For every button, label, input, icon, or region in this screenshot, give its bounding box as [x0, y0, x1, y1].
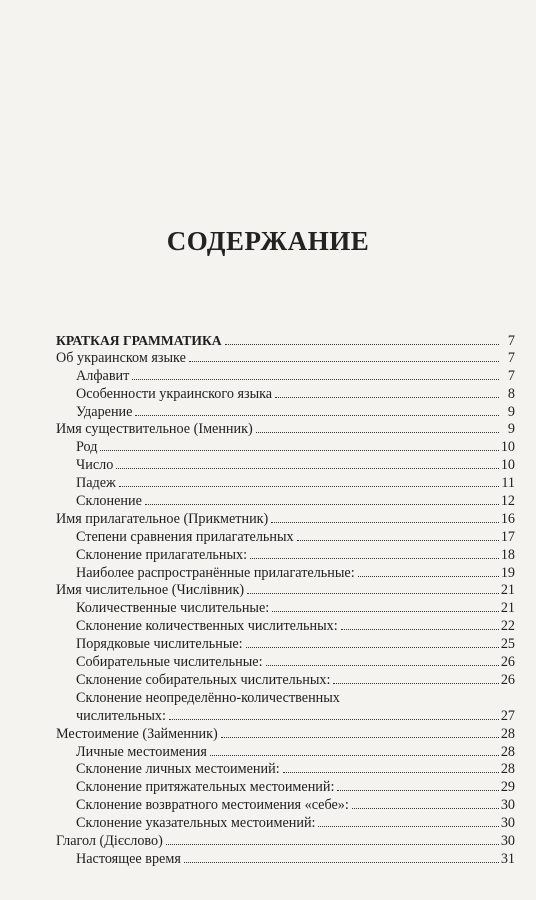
toc-entry-label: Об украинском языке: [56, 349, 186, 366]
dot-leader: [250, 557, 499, 559]
toc-entry-label: Глагол (Дієслово): [56, 832, 163, 849]
toc-entry-page-number: 21: [500, 582, 515, 599]
toc-entry-page-number: 22: [500, 618, 515, 635]
toc-entry-label: Род: [76, 439, 98, 456]
toc-entry: [56, 726, 515, 744]
toc-entry-label: Количественные числительные:: [76, 600, 270, 617]
dot-leader: [337, 789, 498, 791]
toc-entry: [56, 511, 515, 529]
toc-entry: [56, 618, 515, 636]
toc-entry: [56, 493, 515, 511]
toc-entry-label: Особенности украинского языка: [76, 385, 273, 402]
dot-leader: [247, 592, 499, 594]
dot-leader: [271, 521, 499, 523]
dot-leader: [318, 825, 498, 827]
dot-leader: [256, 431, 499, 433]
toc-entry-label: Падеж: [76, 475, 116, 492]
toc-entry: [56, 350, 515, 368]
toc-entry-label: Имя прилагательное (Прикметник): [56, 510, 269, 527]
dot-leader: [341, 628, 499, 630]
toc-entry-label: Ударение: [76, 403, 133, 420]
toc-entry-label: Настоящее время: [76, 850, 181, 867]
toc-entry: [56, 815, 515, 833]
dot-leader: [275, 396, 499, 398]
toc-entry-label: Склонение неопределённо-количественных: [76, 689, 340, 706]
toc-entry-page-number: 11: [501, 475, 515, 492]
toc-entry: [56, 475, 515, 493]
toc-entry: [56, 761, 515, 779]
toc-entry-label: Собирательные числительные:: [76, 654, 263, 671]
dot-leader: [166, 843, 499, 845]
toc-entry-page-number: 26: [500, 671, 515, 688]
toc-entry: [56, 600, 515, 618]
dot-leader: [221, 736, 499, 738]
dot-leader: [266, 664, 499, 666]
dot-leader: [333, 682, 498, 684]
dot-leader: [132, 378, 499, 380]
dot-leader: [210, 754, 499, 756]
toc-entry: [56, 851, 515, 869]
toc-entry: [56, 690, 515, 726]
toc-entry-page-number: 7: [507, 367, 515, 384]
dot-leader: [116, 467, 499, 469]
table-of-contents: [56, 332, 515, 869]
dot-leader: [184, 861, 499, 863]
toc-entry-page-number: 10: [500, 439, 515, 456]
toc-entry: [56, 654, 515, 672]
toc-entry-page-number: 21: [500, 600, 515, 617]
toc-entry-page-number: 30: [500, 797, 515, 814]
toc-entry-label: Склонение притяжательных местоимений:: [76, 779, 335, 796]
toc-entry-label-continued: числительных:: [76, 707, 166, 724]
toc-entry: [56, 529, 515, 547]
dot-leader: [145, 503, 499, 505]
toc-entry-label: Наиболее распространённые прилагательные:: [76, 564, 355, 581]
page-title: СОДЕРЖАНИЕ: [166, 226, 370, 256]
toc-entry-page-number: 7: [507, 333, 515, 349]
toc-entry-label: КРАТКАЯ ГРАММАТИКА: [56, 333, 222, 348]
toc-entry-label: Степени сравнения прилагательных: [76, 528, 294, 545]
toc-entry-page-number: 9: [507, 421, 515, 438]
dot-leader: [189, 360, 499, 362]
toc-entry-label: Личные местоимения: [76, 743, 207, 760]
toc-entry-label: Местоимение (Займенник): [56, 725, 218, 742]
toc-entry-page-number: 8: [507, 385, 515, 402]
toc-entry-page-number: 27: [500, 707, 515, 724]
toc-entry: [56, 457, 515, 475]
dot-leader: [100, 449, 498, 451]
toc-entry: [56, 779, 515, 797]
toc-entry-label: Имя числительное (Числівник): [56, 582, 245, 599]
toc-entry-page-number: 30: [500, 815, 515, 832]
dot-leader: [297, 539, 499, 541]
toc-entry-page-number: 19: [500, 564, 515, 581]
toc-entry-label: Склонение прилагательных:: [76, 546, 248, 563]
toc-entry-page-number: 7: [507, 349, 515, 366]
toc-entry-page-number: 28: [500, 743, 515, 760]
toc-entry-page-number: 12: [500, 493, 515, 510]
toc-entry: [56, 404, 515, 422]
toc-entry: [56, 386, 515, 404]
dot-leader: [352, 807, 499, 809]
toc-entry: [56, 368, 515, 386]
toc-entry: [56, 797, 515, 815]
toc-entry: [56, 744, 515, 762]
toc-entry: [56, 833, 515, 851]
toc-entry-page-number: 18: [500, 546, 515, 563]
dot-leader: [225, 343, 499, 345]
toc-entry: [56, 332, 515, 350]
toc-entry-label: Склонение собирательных числительных:: [76, 671, 331, 688]
toc-entry: [56, 439, 515, 457]
toc-entry-page-number: 30: [500, 832, 515, 849]
toc-entry-label: Алфавит: [76, 367, 130, 384]
toc-entry: [56, 636, 515, 654]
dot-leader: [119, 485, 499, 487]
dot-leader: [169, 718, 499, 720]
toc-entry-label: Склонение указательных местоимений:: [76, 815, 316, 832]
toc-entry-label: Склонение: [76, 493, 142, 510]
dot-leader: [272, 610, 499, 612]
toc-entry-page-number: 29: [500, 779, 515, 796]
toc-entry-label: Порядковые числительные:: [76, 636, 243, 653]
toc-entry: [56, 547, 515, 565]
toc-entry: [56, 582, 515, 600]
dot-leader: [135, 414, 499, 416]
toc-entry-label: Число: [76, 457, 114, 474]
toc-entry-page-number: 17: [500, 528, 515, 545]
toc-entry-page-number: 9: [507, 403, 515, 420]
dot-leader: [358, 575, 499, 577]
toc-entry-page-number: 16: [500, 510, 515, 527]
toc-entry-page-number: 28: [500, 761, 515, 778]
toc-entry-page-number: 31: [500, 850, 515, 867]
toc-entry-page-number: 25: [500, 636, 515, 653]
toc-entry-page-number: 10: [500, 457, 515, 474]
toc-entry-label: Склонение количественных числительных:: [76, 618, 338, 635]
toc-entry-page-number: 28: [500, 725, 515, 742]
toc-entry: [56, 565, 515, 583]
dot-leader: [246, 646, 499, 648]
toc-entry-label: Склонение возвратного местоимения «себе»:: [76, 797, 349, 814]
toc-entry-label: Имя существительное (Іменник): [56, 421, 253, 438]
toc-entry-label: Склонение личных местоимений:: [76, 761, 280, 778]
toc-entry-page-number: 26: [500, 654, 515, 671]
dot-leader: [283, 771, 499, 773]
toc-entry: [56, 672, 515, 690]
toc-entry: [56, 421, 515, 439]
